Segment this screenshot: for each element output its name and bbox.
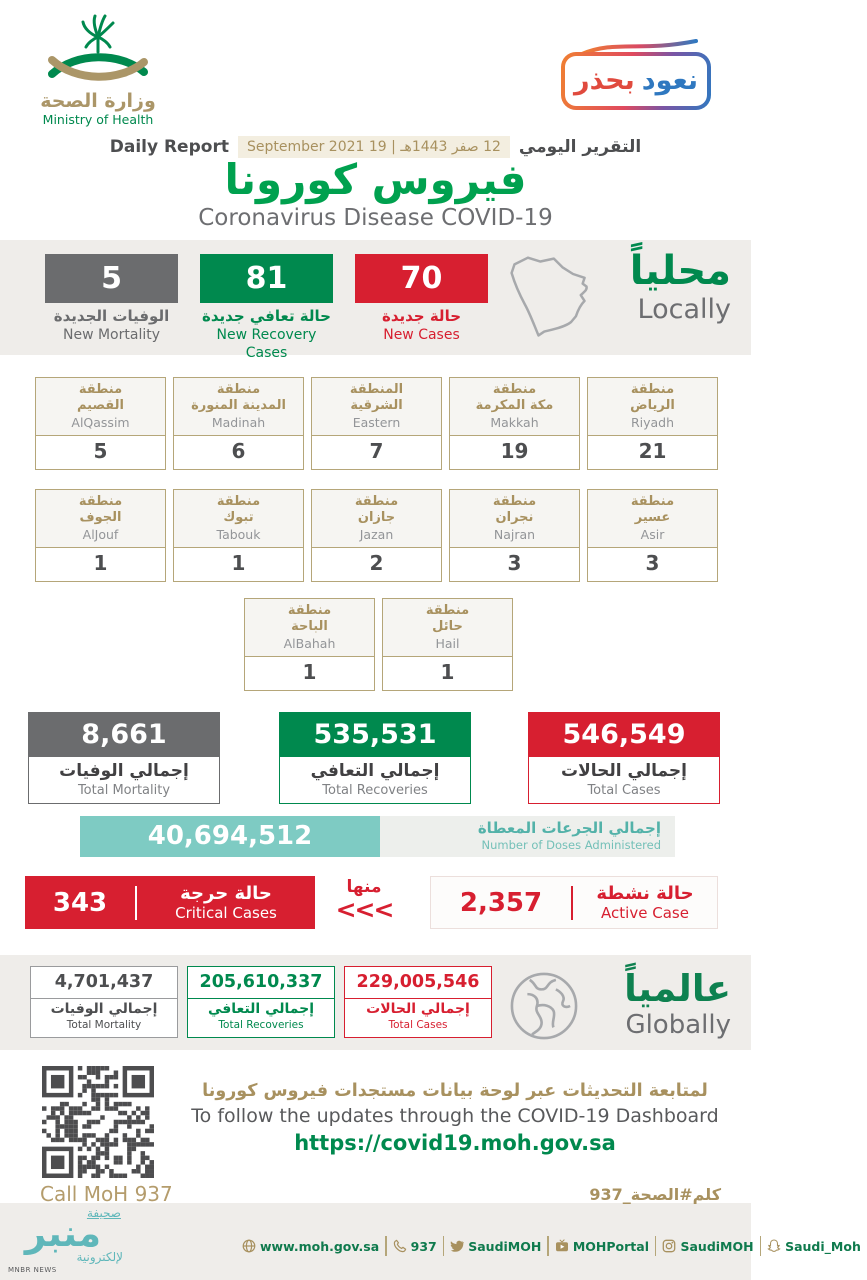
page-title-english: Coronavirus Disease COVID-19 (198, 205, 553, 231)
stat-new-recoveries (200, 254, 333, 362)
region-ar-line2: القصيم (76, 398, 124, 413)
return-cautiously-badge (561, 52, 711, 110)
globally-title-en: Globally (625, 1010, 731, 1040)
new-cases-value: 70 (355, 254, 488, 303)
globally-title-ar: عالمياً (624, 967, 731, 1010)
footer-label: 937 (410, 1238, 437, 1254)
active-cases-box (430, 876, 718, 929)
total-mortality-label-ar: إجمالي الوفيات (59, 761, 189, 781)
critical-cases-box (25, 876, 315, 929)
total-mortality-value: 8,661 (29, 713, 219, 757)
global-recoveries-box (187, 966, 335, 1038)
footer-label: MOHPortal (572, 1238, 649, 1254)
watermark-bottom-text: لإلكترونية (76, 1250, 123, 1264)
global-mortality-box (30, 966, 178, 1038)
region-value: 6 (231, 439, 246, 463)
region-ar-line2: حائل (432, 619, 463, 634)
global-mortality-label-ar: إجمالي الوفيات (50, 1001, 158, 1017)
left-arrows-icon: <<< (335, 895, 393, 924)
region-ar-line1: منطقة (630, 494, 675, 509)
new-cases-label-en: New Cases (383, 327, 460, 343)
phone-icon (393, 1239, 407, 1253)
total-cases-label-ar: إجمالي الحالات (561, 761, 687, 781)
footer-item-phone[interactable] (387, 1239, 443, 1254)
footer-item-snapchat[interactable] (761, 1239, 867, 1254)
region-card-albahah (244, 598, 375, 691)
region-en: Riyadh (630, 415, 675, 430)
global-cases-label-ar: إجمالي الحالات (366, 1001, 470, 1017)
region-value: 1 (440, 660, 455, 684)
region-ar-line2: الرياض (630, 398, 675, 413)
region-ar-line1: منطقة (78, 494, 123, 509)
watermark-name: منبر (24, 1212, 101, 1255)
region-ar-line1: منطقة (216, 494, 261, 509)
region-ar-line1: منطقة (287, 603, 332, 618)
region-ar-line2: الباحة (291, 619, 328, 634)
global-recoveries-label-en: Total Recoveries (218, 1019, 304, 1031)
region-value: 3 (507, 551, 522, 575)
footer-label: Saudi_Moh (785, 1238, 861, 1254)
global-mortality-label-en: Total Mortality (66, 1019, 142, 1031)
region-card-eastern (311, 377, 442, 470)
doses-value: 40,694,512 (80, 816, 380, 857)
globe-earth-icon (506, 968, 582, 1044)
report-label-arabic: التقرير اليومي (518, 137, 642, 157)
critical-cases-value: 343 (52, 887, 108, 918)
region-ar-line2: الجوف (79, 510, 122, 525)
region-value: 7 (369, 439, 384, 463)
report-label-english: Daily Report (109, 137, 229, 157)
global-mortality-value: 4,701,437 (54, 972, 154, 992)
region-value: 3 (645, 551, 660, 575)
region-card-alqassim (35, 377, 166, 470)
region-en: Jazan (359, 527, 394, 542)
region-ar-line2: المدينة المنورة (191, 398, 286, 413)
global-cases-label-en: Total Cases (388, 1019, 448, 1031)
badge-word-right: نعود (641, 65, 698, 96)
region-ar-line1: منطقة (216, 382, 261, 397)
region-en: Asir (640, 527, 665, 542)
ministry-name-arabic: وزارة الصحة (40, 90, 156, 112)
global-cases-value: 229,005,546 (356, 972, 480, 992)
total-mortality-box (28, 712, 220, 804)
badge-word-left: بحذر (574, 65, 635, 96)
mnbr-news-watermark (4, 1206, 129, 1278)
saudi-map-icon (502, 250, 598, 346)
region-value: 21 (638, 439, 667, 463)
active-cases-label-en: Active Case (601, 904, 689, 922)
qr-code (42, 1066, 154, 1178)
new-mortality-value: 5 (45, 254, 178, 303)
locally-title-ar: محلياً (629, 248, 731, 294)
footer-label: SaudiMOH (468, 1238, 542, 1254)
region-ar-line1: المنطقة (349, 382, 404, 397)
region-card-madinah (173, 377, 304, 470)
hashtag-hotline-label: كلم#الصحة_937 (589, 1185, 721, 1204)
new-recoveries-value: 81 (200, 254, 333, 303)
region-ar-line1: منطقة (354, 494, 399, 509)
region-ar-line1: منطقة (492, 494, 537, 509)
region-en: AlQassim (71, 415, 130, 430)
global-recoveries-value: 205,610,337 (199, 972, 323, 992)
total-recoveries-value: 535,531 (280, 713, 470, 757)
region-card-riyadh (587, 377, 718, 470)
region-value: 1 (231, 551, 246, 575)
region-ar-line2: تبوك (223, 510, 254, 525)
region-card-aljouf (35, 489, 166, 582)
dashboard-url-link[interactable]: https://covid19.moh.gov.sa (294, 1131, 616, 1155)
moh-logo (28, 12, 168, 128)
footer-label: www.moh.gov.sa (260, 1238, 380, 1254)
global-recoveries-label-ar: إجمالي التعافي (207, 1001, 315, 1017)
snapchat-icon (767, 1239, 781, 1253)
footer-label: SaudiMOH (680, 1238, 754, 1254)
total-recoveries-label-en: Total Recoveries (322, 783, 428, 798)
stat-new-cases (355, 254, 488, 344)
total-mortality-label-en: Total Mortality (77, 783, 171, 798)
active-cases-value: 2,357 (459, 887, 543, 918)
dashboard-info (175, 1080, 735, 1157)
of-which-indicator (326, 877, 402, 923)
region-value: 19 (500, 439, 529, 463)
region-value: 2 (369, 551, 384, 575)
region-ar-line1: منطقة (630, 382, 675, 397)
region-ar-line2: الشرقية (350, 398, 403, 413)
total-recoveries-label-ar: إجمالي التعافي (310, 761, 440, 781)
moh-palm-emblem-icon (38, 12, 158, 86)
new-cases-label-ar: حالة جديدة (381, 307, 462, 325)
region-en: Najran (493, 527, 536, 542)
region-en: Makkah (490, 415, 539, 430)
stat-new-mortality (45, 254, 178, 344)
globally-title (586, 968, 731, 1040)
new-recoveries-label-ar: حالة تعافي جديدة (202, 307, 331, 325)
region-ar-line1: منطقة (78, 382, 123, 397)
doses-label-en: Number of Doses Administered (481, 838, 661, 852)
of-which-label: منها (346, 877, 382, 897)
critical-cases-label-ar: حالة حرجة (180, 883, 272, 904)
page-title-arabic: فيروس كورونا (224, 155, 527, 204)
ministry-name-english: Ministry of Health (42, 112, 154, 127)
total-cases-box (528, 712, 720, 804)
region-en: Madinah (211, 415, 266, 430)
total-cases-value: 546,549 (529, 713, 719, 757)
footer-item-instagram[interactable] (656, 1239, 759, 1254)
active-cases-label-ar: حالة نشطة (596, 883, 694, 904)
twitter-icon (450, 1239, 464, 1253)
region-ar-line2: نجران (495, 510, 534, 525)
region-value: 1 (302, 660, 317, 684)
new-mortality-label-ar: الوفيات الجديدة (53, 307, 170, 325)
watermark-top-text: صحيفة (86, 1206, 121, 1220)
dashboard-line-en: To follow the updates through the COVID-19 Dashboard (191, 1105, 719, 1127)
call-moh-label: Call MoH 937 (40, 1182, 173, 1206)
region-ar-line2: جازان (357, 510, 396, 525)
region-en: Eastern (352, 415, 401, 430)
region-ar-line1: منطقة (492, 382, 537, 397)
locally-title (591, 248, 731, 326)
globe-icon (242, 1239, 256, 1253)
dashboard-line-ar: لمتابعة التحديثات عبر لوحة بيانات مستجدات فيروس كورونا (202, 1081, 708, 1101)
instagram-icon (662, 1239, 676, 1253)
locally-title-en: Locally (637, 294, 731, 325)
region-card-jazan (311, 489, 442, 582)
region-en: AlBahah (283, 636, 336, 651)
footer-contact-row (236, 1236, 867, 1256)
total-recoveries-box (279, 712, 471, 804)
region-ar-line2: مكة المكرمة (475, 398, 554, 413)
report-date: 12 صفر 1443هـ | 19 September 2021 (238, 136, 510, 158)
region-en: Hail (435, 636, 460, 651)
region-ar-line1: منطقة (425, 603, 470, 618)
footer-item-website[interactable] (236, 1239, 385, 1254)
region-en: Tabouk (216, 527, 261, 542)
global-cases-box (344, 966, 492, 1038)
watermark-caption: MNBR NEWS (8, 1266, 57, 1274)
critical-cases-label-en: Critical Cases (175, 904, 277, 922)
doses-label-ar: إجمالي الجرعات المعطاة (477, 819, 661, 837)
region-en: AlJouf (82, 527, 119, 542)
region-card-hail (382, 598, 513, 691)
footer-item-youtube[interactable] (549, 1239, 655, 1254)
region-ar-line2: عسير (634, 510, 671, 525)
region-card-najran (449, 489, 580, 582)
region-card-makkah (449, 377, 580, 470)
new-recoveries-label-en: New Recovery Cases (216, 327, 317, 361)
total-cases-label-en: Total Cases (587, 783, 661, 798)
new-mortality-label-en: New Mortality (62, 327, 160, 343)
youtube-icon (555, 1239, 569, 1253)
footer-item-twitter[interactable] (444, 1239, 547, 1254)
region-value: 1 (93, 551, 108, 575)
region-card-tabouk (173, 489, 304, 582)
region-card-asir (587, 489, 718, 582)
doses-administered-bar (80, 816, 675, 857)
region-value: 5 (93, 439, 108, 463)
